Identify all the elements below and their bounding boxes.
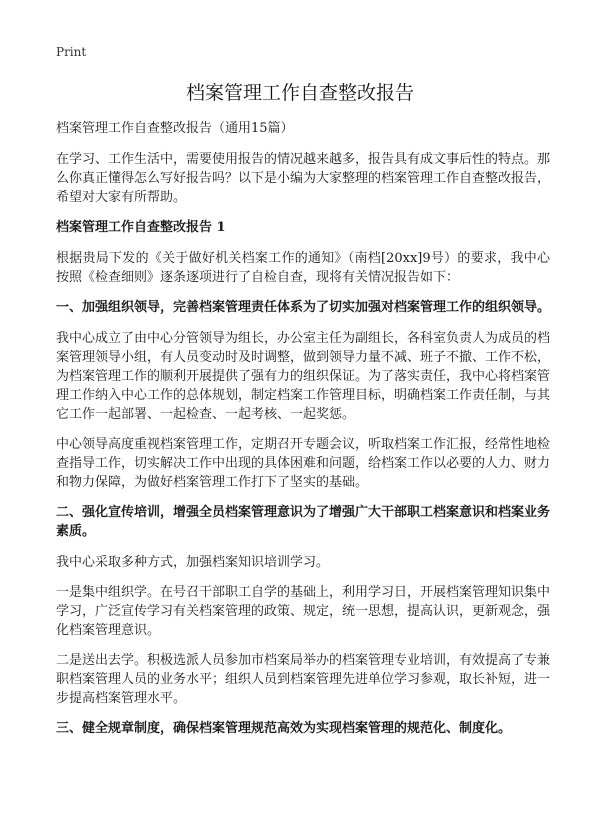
part1-heading: 一、加强组织领导，完善档案管理责任体系为了切实加强对档案管理工作的组织领导。 [56,300,551,315]
document-title: 档案管理工作自查整改报告 [185,82,414,104]
document-subtitle: 档案管理工作自查整改报告（通用15篇） [56,121,294,136]
section-heading: 档案管理工作自查整改报告 1 [56,220,226,235]
part3-heading: 三、健全规章制度，确保档案管理规范高效为实现档案管理的规范化、制度化。 [56,721,512,736]
intro-paragraph: 在学习、工作生活中，需要使用报告的情况越来越多，报告具有成文事后性的特点。那么你真正懂得怎么写好报告吗？以下是小编为大家整理的档案管理工作自查整改报告，希望对大家有所帮助。 [56,152,551,205]
part2-paragraph-1: 我中心采取多种方式，加强档案知识培训学习。 [56,555,330,570]
part2-paragraph-3: 二是送出去学。积极选派人员参加市档案局举办的档案管理专业培训，有效提高了专兼职档案管理人员的业务水平；组织人员到档案管理先进单位学习参观，取长补短，进一步提高档案管理水平。 [56,653,551,706]
document-body [56,119,550,750]
part2-paragraph-2: 一是集中组织学。在号召干部职工自学的基础上，利用学习日，开展档案管理知识集中学习，广泛宣传学习有关档案管理的政策、规定，统一思想，提高认识，更新观念，强化档案管理意识。 [56,585,551,638]
part2-heading: 二、强化宣传培训，增强全员档案管理意识为了增强广大干部职工档案意识和档案业务素质。 [56,505,551,539]
part1-paragraph-1: 我中心成立了由中心分管领导为组长，办公室主任为副组长，各科室负责人为成员的档案管理领导小组，有人员变动时及时调整，做到领导力量不减、班子不撤、工作不松，为档案管理工作的顺利开展提供了强有力的组织保证。为了落实责任，我中心将档案管理工作纳入中心工作的总体规划，制定档案工作管理目标，明确档案工作责任制，与其它工作一起部署、一起检查、一起考核、一起奖惩。 [56,331,551,422]
section-intro-paragraph: 根据贵局下发的《关于做好机关档案工作的通知》（南档[20xx]9号）的要求，我中心按照《检查细则》逐条逐项进行了自检自查，现将有关情况报告如下： [56,251,550,285]
part1-paragraph-2: 中心领导高度重视档案管理工作，定期召开专题会议，听取档案工作汇报，经常性地检查指导工作，切实解决工作中出现的具体困难和问题，给档案工作以必要的人力、财力和物力保障，为做好档案管理工作打下了坚实的基础。 [56,437,551,490]
print-link[interactable]: Print [56,45,87,59]
